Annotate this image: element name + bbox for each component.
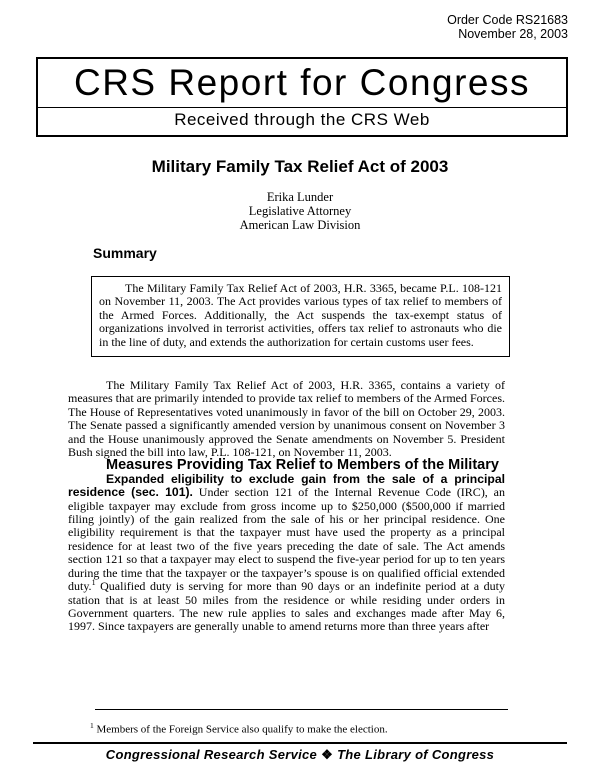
summary-text: The Military Family Tax Relief Act of 2003, H.R. 3365, became P.L. 108-121 on November 11, 2003. The Act provides various types of tax relief to members of the Armed Forces. Additionally, the Act suspends the tax-exempt status of organizations involved in terrorist activities, offers tax relief to astronauts who die in the line of duty, and extends the authorization for certain customs user fees. <box>99 281 502 349</box>
report-date: November 28, 2003 <box>458 27 568 41</box>
header-meta <box>447 13 568 41</box>
masthead-subtitle: Received through the CRS Web <box>174 109 430 129</box>
paragraph-body-1: Under section 121 of the Internal Revenue Code (IRC), an eligible taxpayer may exclude from gross income up to $250,000 ($500,000 if married filing jointly) of the gain realized from the sale of his or her principal residence. One eligibility requirement is that the taxpayer must have used the property as a principal residence for at least two of the five years preceding the date of sale. The Act amends section 121 so that a taxpayer may elect to suspend the five-year period for up to ten years during the time that the taxpayer or the taxpayer’s spouse is on qualified official extended duty. <box>68 485 505 594</box>
crs-masthead-box <box>36 57 568 137</box>
summary-box <box>91 276 510 357</box>
author-role: Legislative Attorney <box>248 204 352 218</box>
footer-text <box>0 747 600 763</box>
footnote-reference: 1 <box>91 578 96 588</box>
principal-residence-paragraph <box>68 473 505 634</box>
author-name: Erika Lunder <box>266 190 334 204</box>
footnote-separator-rule <box>95 709 508 710</box>
body-text-block <box>68 379 505 634</box>
footnote <box>90 719 515 737</box>
footer-rule <box>33 742 567 744</box>
footnote-marker: 1 <box>90 721 94 730</box>
author-division: American Law Division <box>239 218 361 232</box>
summary-heading: Summary <box>93 245 157 261</box>
byline <box>0 190 600 232</box>
paragraph-lead-in: Expanded eligibility to exclude gain from the sale of a principal residence (sec. 101). <box>68 471 505 500</box>
report-title: Military Family Tax Relief Act of 2003 <box>151 157 449 176</box>
footnote-text: Members of the Foreign Service also qualify to make the election. <box>93 723 388 736</box>
footer-org-left: Congressional Research Service <box>105 747 318 762</box>
order-code: Order Code RS21683 <box>447 13 568 27</box>
footer-org-right: The Library of Congress <box>337 747 495 762</box>
section-heading: Measures Providing Tax Relief to Members of the Military <box>106 457 499 474</box>
masthead-title: CRS Report for Congress <box>38 59 566 108</box>
diamond-icon: ❖ <box>321 747 334 762</box>
paragraph-body-2: Qualified duty is serving for more than 90 days or an indefinite period at a duty station that is at least 50 miles from the residence or while residing under orders in Government quarters. The new rule applies to sales and exchanges made after May 6, 1997. Since taxpayers are generally unable to amend returns more than three years after <box>68 579 505 634</box>
intro-paragraph: The Military Family Tax Relief Act of 2003, H.R. 3365, contains a variety of measures that are primarily intended to provide tax relief to members of the Armed Forces. The House of Representatives voted unanimously in favor of the bill on October 29, 2003. The Senate passed a significantly amended version by unanimous consent on November 3 and the House unanimously approved the Senate amendments on November 5. President Bush signed the bill into law, P.L. 108-121, on November 11, 2003. <box>68 378 505 460</box>
